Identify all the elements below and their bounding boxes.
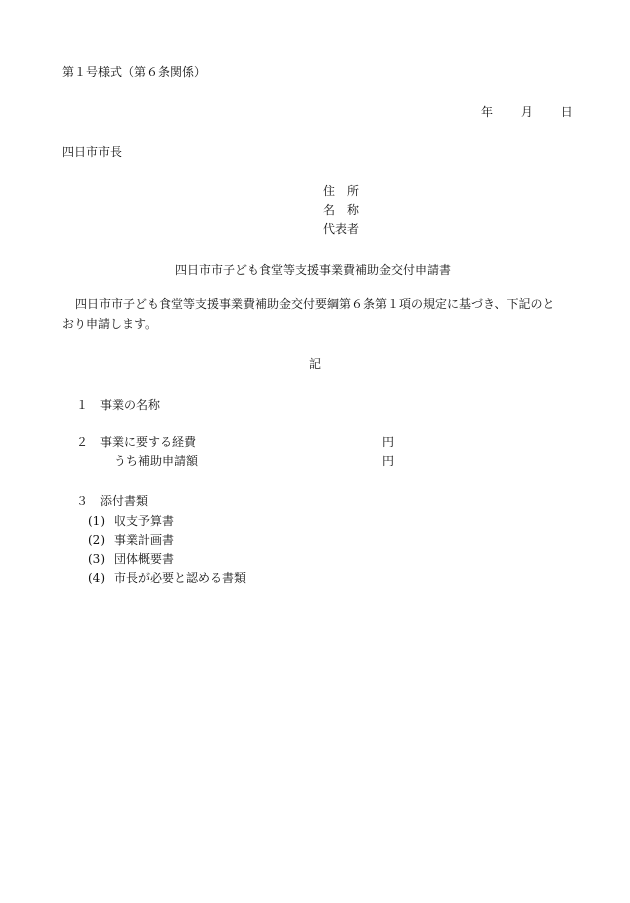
attachment-1-number: (1) bbox=[88, 514, 105, 528]
item-1-number: １ bbox=[76, 398, 89, 412]
item-2-sub-label: うち補助申請額 bbox=[114, 454, 199, 468]
applicant-name-label: 名 称 bbox=[323, 203, 360, 217]
applicant-address-label: 住 所 bbox=[323, 184, 360, 198]
attachment-1-label: 収支予算書 bbox=[114, 514, 175, 528]
attachment-2-label: 事業計画書 bbox=[114, 533, 175, 547]
date-line bbox=[481, 106, 573, 118]
attachment-3-label: 団体概要書 bbox=[114, 552, 175, 566]
item-2-label: 事業に要する経費 bbox=[100, 435, 197, 449]
applicant-representative-label: 代表者 bbox=[323, 222, 360, 236]
date-day-label: 日 bbox=[560, 105, 573, 119]
addressee: 四日市市長 bbox=[62, 145, 123, 159]
date-year-label: 年 bbox=[481, 105, 494, 119]
body-paragraph-line-2: おり申請します。 bbox=[62, 317, 158, 331]
ki-heading: 記 bbox=[309, 357, 322, 371]
date-month-label: 月 bbox=[520, 105, 533, 119]
attachment-3-number: (3) bbox=[88, 552, 105, 566]
item-2-sub-unit: 円 bbox=[382, 454, 395, 468]
item-1-label: 事業の名称 bbox=[100, 398, 161, 412]
document-title: 四日市市子ども食堂等支援事業費補助金交付申請書 bbox=[175, 263, 452, 277]
item-2-unit: 円 bbox=[382, 435, 395, 449]
attachment-2-number: (2) bbox=[88, 533, 105, 547]
item-3-number: ３ bbox=[76, 494, 89, 508]
attachment-4-label: 市長が必要と認める書類 bbox=[114, 571, 247, 585]
item-2-number: ２ bbox=[76, 435, 89, 449]
item-3-label: 添付書類 bbox=[100, 494, 149, 508]
attachment-4-number: (4) bbox=[88, 571, 105, 585]
body-paragraph-line-1: 四日市市子ども食堂等支援事業費補助金交付要綱第６条第１項の規定に基づき、下記のと bbox=[75, 297, 555, 311]
form-number: 第１号様式（第６条関係） bbox=[62, 65, 207, 79]
